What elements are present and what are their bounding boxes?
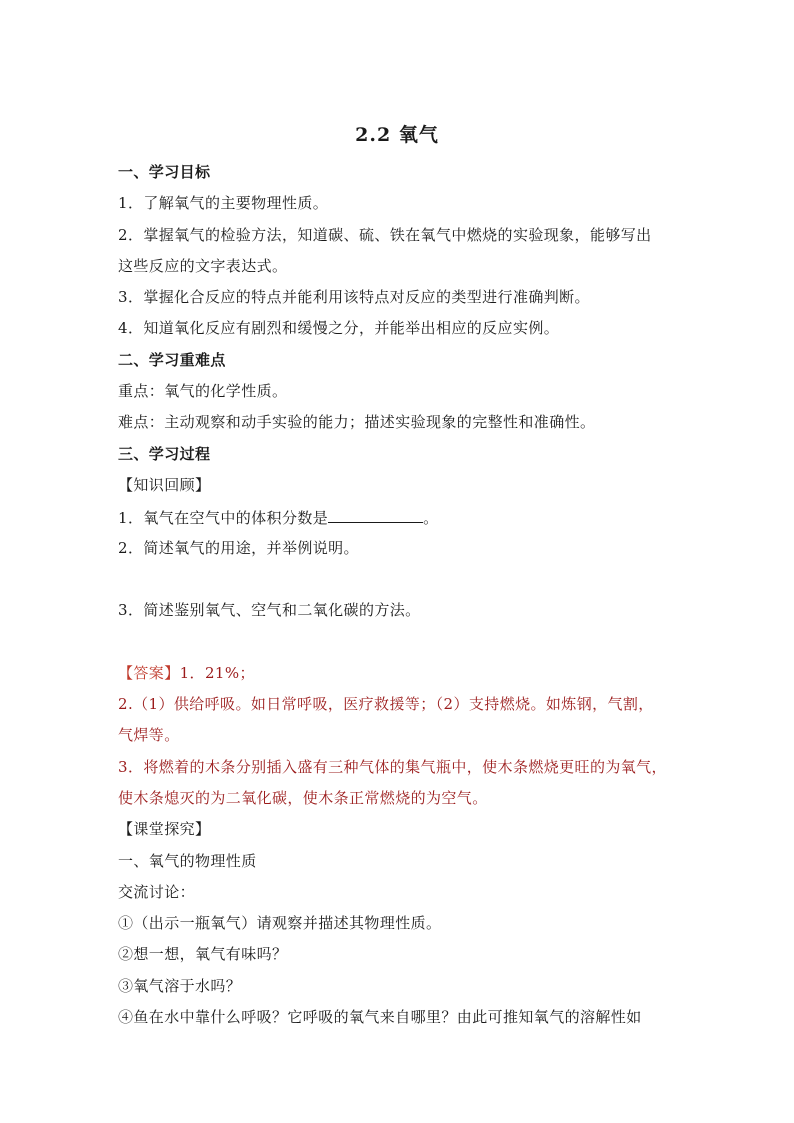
explore-label: 【课堂探究】 (118, 820, 211, 839)
answer-3-continued: 使木条熄灭的为二氧化碳，使木条正常燃烧的为空气。 (118, 788, 488, 807)
section-heading-goals: 一、学习目标 (118, 163, 211, 181)
section-heading-keypoints: 二、学习重难点 (118, 350, 226, 369)
answer-2-continued: 气焊等。 (118, 726, 180, 745)
goal-item-continued: 这些反应的文字表达式。 (118, 256, 288, 275)
key-point: 重点：氧气的化学性质。 (118, 382, 288, 401)
page-title: 2.2 氧气 (355, 124, 439, 146)
goal-item: 4．知道氧化反应有剧烈和缓慢之分，并能举出相应的反应实例。 (118, 319, 560, 338)
answer-3: 3．将燃着的木条分别插入盛有三种气体的集气瓶中，使木条燃烧更旺的为氧气， (118, 757, 667, 776)
answer-blank (328, 506, 423, 523)
question-1-suffix: 。 (423, 509, 439, 528)
answer-space (118, 569, 686, 600)
answer-space (118, 631, 686, 662)
goal-item: 1．了解氧气的主要物理性质。 (118, 194, 329, 213)
document-body (118, 162, 686, 1038)
discussion-item: ③氧气溶于水吗？ (118, 976, 242, 995)
question-2: 2．简述氧气的用途，并举例说明。 (118, 538, 359, 557)
question-3: 3．简述鉴别氧气、空气和二氧化碳的方法。 (118, 601, 421, 620)
discussion-item: ①（出示一瓶氧气）请观察并描述其物理性质。 (118, 914, 442, 933)
explore-heading: 一、氧气的物理性质 (118, 851, 257, 870)
discussion-item: ②想一想，氧气有味吗？ (118, 945, 288, 964)
discussion-item: ④鱼在水中靠什么呼吸？它呼吸的氧气来自哪里？由此可推知氧气的溶解性如 (118, 1008, 642, 1027)
answer-1-text: 1．21%； (179, 663, 255, 682)
goal-item: 2．掌握氧气的检验方法，知道碳、硫、铁在氧气中燃烧的实验现象，能够写出 (118, 225, 652, 244)
difficult-point: 难点：主动观察和动手实验的能力；描述实验现象的完整性和准确性。 (118, 413, 596, 432)
question-1-text: 1．氧气在空气中的体积分数是 (118, 509, 329, 528)
answer-2: 2.（1）供给呼吸。如日常呼吸，医疗救援等；（2）支持燃烧。如炼钢，气割， (118, 695, 654, 714)
review-label: 【知识回顾】 (118, 475, 211, 494)
answer-1 (118, 663, 686, 694)
goal-item: 3．掌握化合反应的特点并能利用该特点对反应的类型进行准确判断。 (118, 288, 590, 307)
question-1 (118, 506, 686, 537)
answer-label: 【答案】 (118, 663, 180, 682)
discussion-label: 交流讨论： (118, 882, 196, 901)
section-heading-process: 三、学习过程 (118, 444, 211, 463)
